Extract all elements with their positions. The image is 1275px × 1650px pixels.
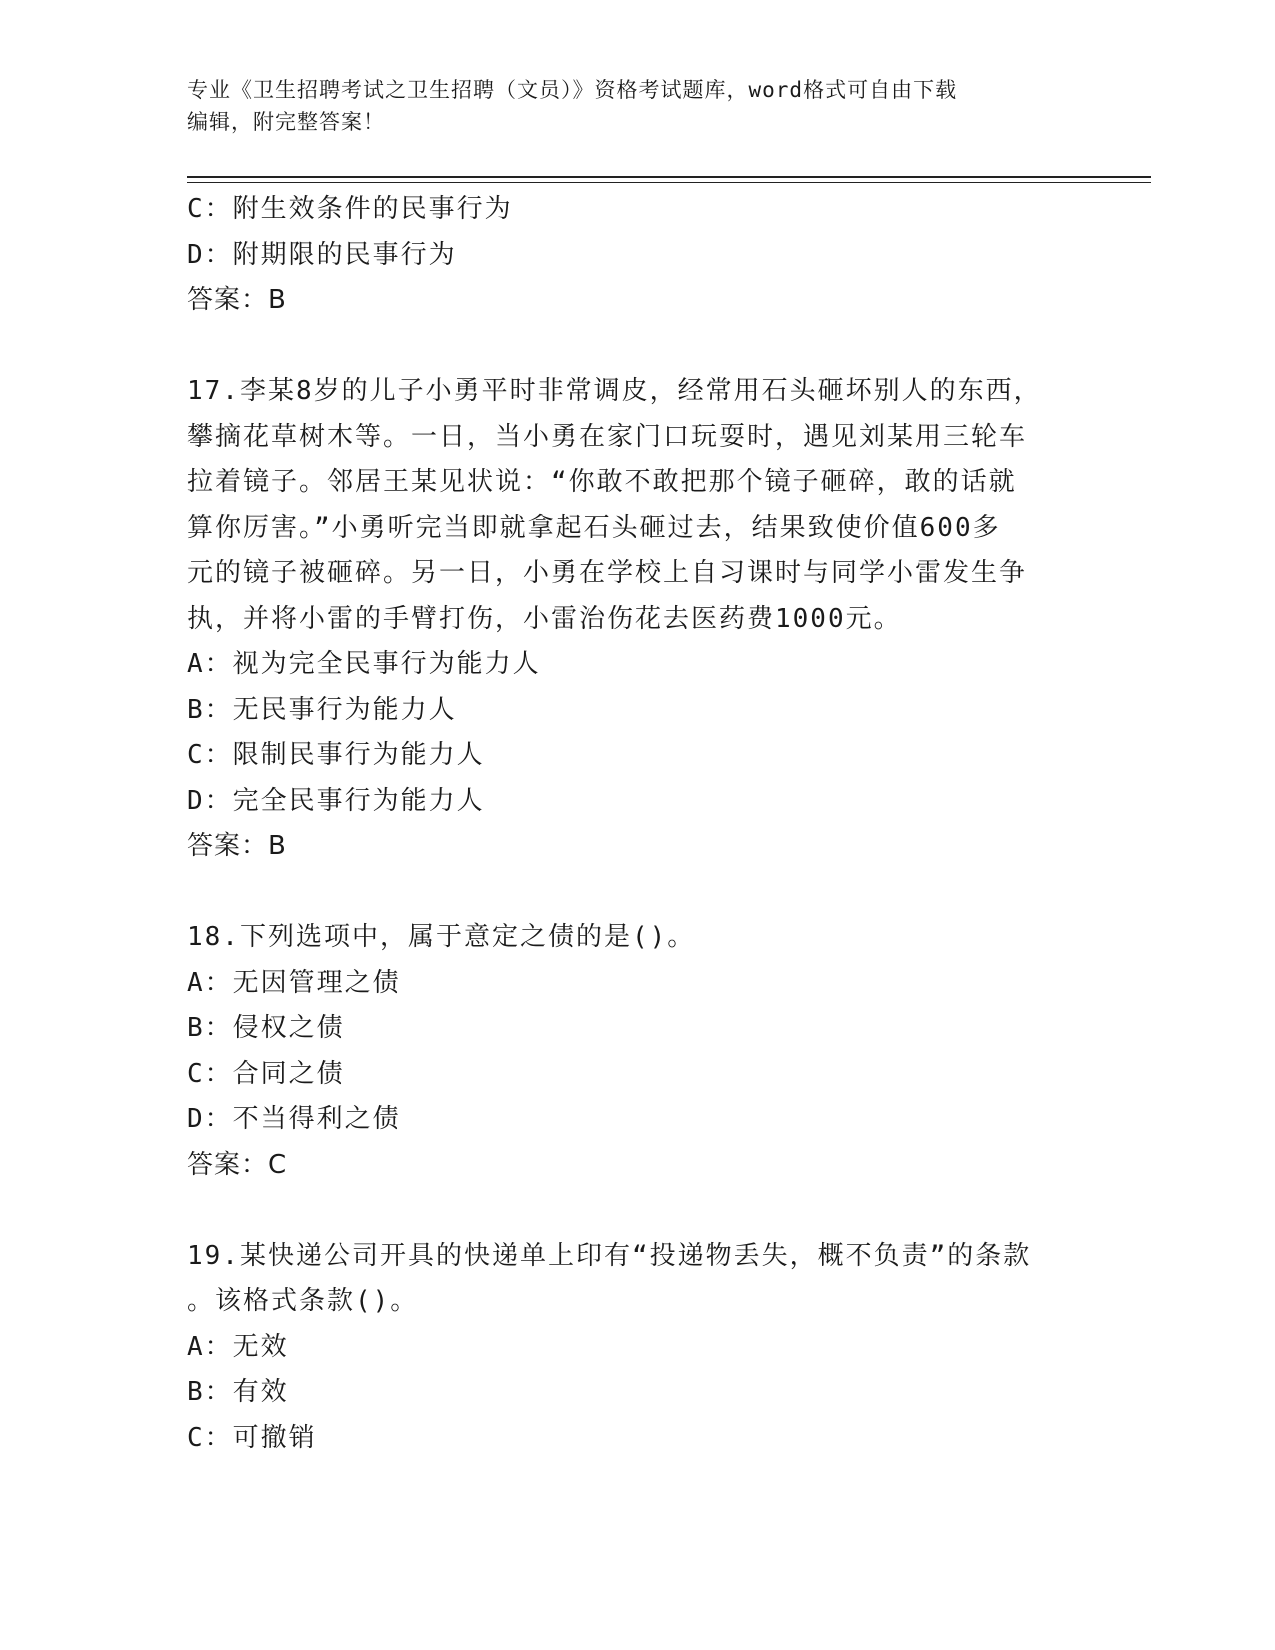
question-19: [187, 1234, 1087, 1462]
question-stem-line: 17.李某8岁的儿子小勇平时非常调皮，经常用石头砸坏别人的东西，: [187, 376, 1042, 406]
option-a: A：视为完全民事行为能力人: [187, 649, 541, 679]
question-stem-line: 。该格式条款()。: [187, 1286, 419, 1316]
option-b: B：侵权之债: [187, 1013, 345, 1043]
question-stem-line: 拉着镜子。邻居王某见状说：“你敢不敢把那个镜子砸碎，敢的话就: [187, 467, 1017, 497]
option-d: D：不当得利之债: [187, 1104, 401, 1134]
header-line-1: 专业《卫生招聘考试之卫生招聘（文员）》资格考试题库，word格式可自由下载: [187, 78, 958, 102]
question-stem-line: 算你厉害。”小勇听完当即就拿起石头砸过去，结果致使价值600多: [187, 512, 1001, 543]
option-d: D：完全民事行为能力人: [187, 785, 485, 816]
answer-line: 答案：C: [187, 1149, 288, 1180]
question-spacer: [187, 1188, 1087, 1234]
question-spacer: [187, 870, 1087, 916]
header-divider-thin: [187, 182, 1151, 183]
question-content: [187, 187, 1087, 1461]
document-header: [187, 74, 1067, 138]
header-line-2: 编辑，附完整答案！: [187, 110, 385, 134]
question-stem-line: 18.下列选项中，属于意定之债的是()。: [187, 922, 696, 952]
question-17: [187, 369, 1087, 870]
option-c: C：可撤销: [187, 1422, 317, 1453]
question-stem-line: 攀摘花草树木等。一日，当小勇在家门口玩耍时，遇见刘某用三轮车: [187, 421, 1028, 452]
header-divider-thick: [187, 176, 1151, 178]
option-c: C：附生效条件的民事行为: [187, 194, 513, 224]
question-stem-line: 19.某快递公司开具的快递单上印有“投递物丢失，概不负责”的条款: [187, 1240, 1032, 1271]
question-spacer: [187, 324, 1087, 370]
option-b: B：有效: [187, 1377, 289, 1407]
question-16-tail: [187, 187, 1087, 324]
answer-line: 答案：B: [187, 831, 287, 861]
question-18: [187, 915, 1087, 1188]
question-stem-line: 执，并将小雷的手臂打伤，小雷治伤花去医药费1000元。: [187, 603, 902, 634]
question-stem-line: 元的镜子被砸碎。另一日，小勇在学校上自习课时与同学小雷发生争: [187, 558, 1028, 588]
option-c: C：合同之债: [187, 1058, 345, 1089]
option-d: D：附期限的民事行为: [187, 239, 457, 270]
option-a: A：无因管理之债: [187, 967, 401, 998]
option-a: A：无效: [187, 1331, 289, 1362]
answer-line: 答案：B: [187, 285, 287, 315]
option-c: C：限制民事行为能力人: [187, 740, 485, 770]
option-b: B：无民事行为能力人: [187, 694, 457, 725]
